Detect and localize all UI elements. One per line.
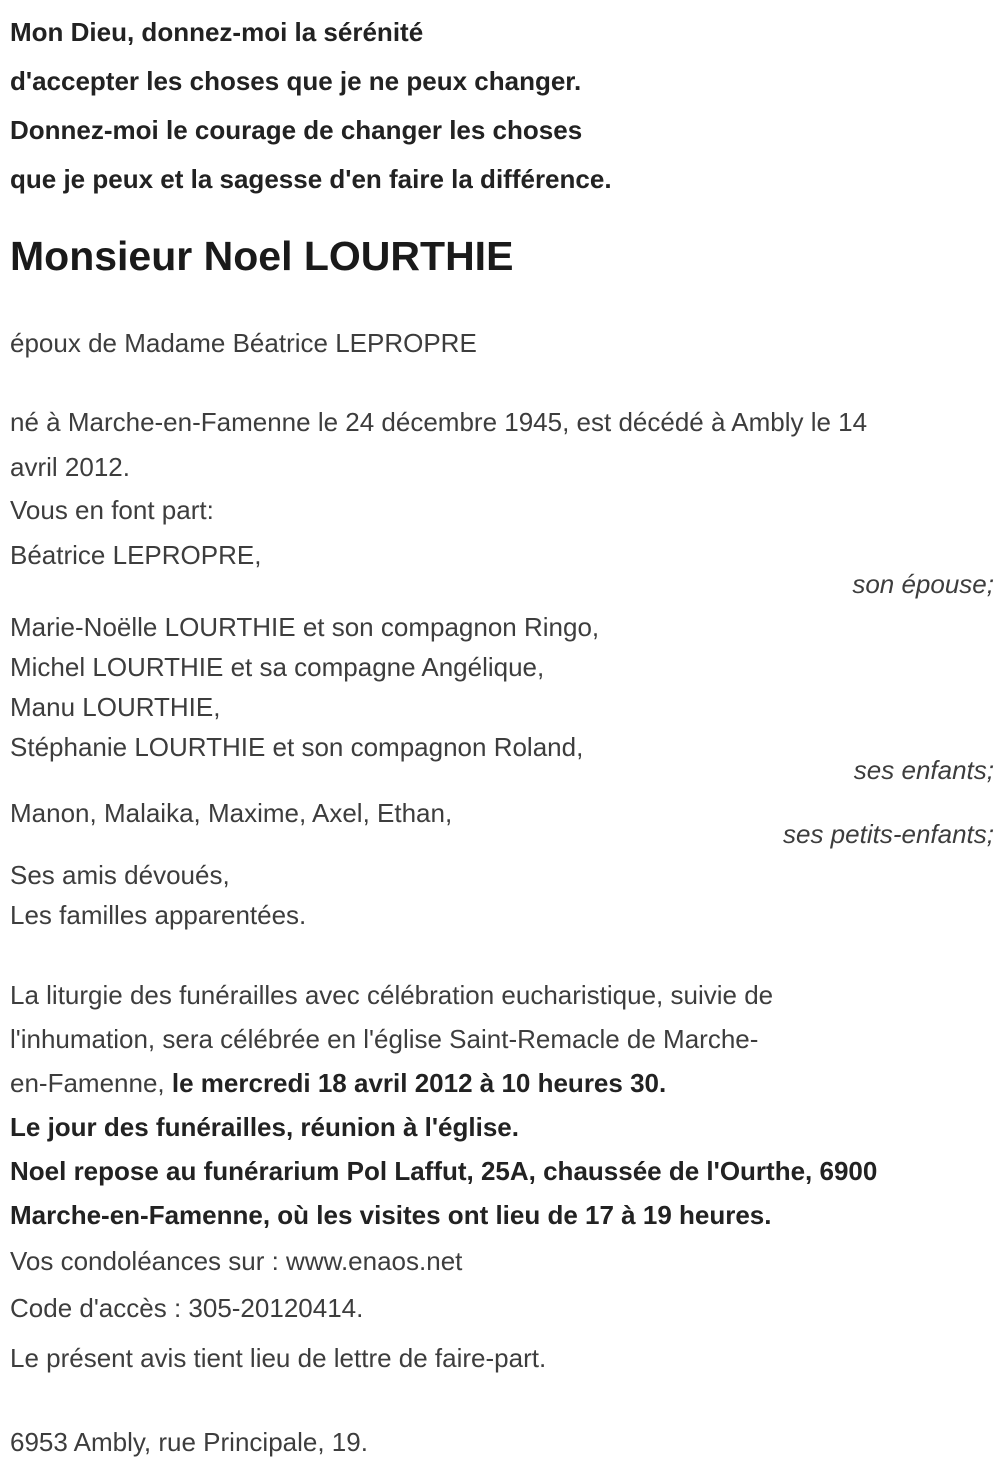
- family-member: Stéphanie LOURTHIE et son compagnon Roland,: [10, 732, 584, 762]
- deceased-relation: époux de Madame Béatrice LEPROPRE: [10, 328, 477, 358]
- prayer-line: que je peux et la sagesse d'en faire la différence.: [10, 164, 612, 194]
- deceased-life-dates: [10, 400, 994, 490]
- faire-part-notice-line: Le présent avis tient lieu de lettre de faire-part.: [10, 1343, 547, 1373]
- family-member: Béatrice LEPROPRE,: [10, 540, 262, 570]
- prayer-line: Mon Dieu, donnez-moi la sérénité: [10, 17, 424, 47]
- family-member: Les familles apparentées.: [10, 900, 307, 930]
- family-role-spouse: son épouse;: [852, 569, 994, 599]
- announcement-intro: Vous en font part:: [10, 495, 214, 525]
- funerarium-line: Noel repose au funérarium Pol Laffut, 25A, chaussée de l'Ourthe, 6900: [10, 1156, 878, 1186]
- family-member: Marie-Noëlle LOURTHIE et son compagnon Ringo,: [10, 612, 600, 642]
- life-dates-line: avril 2012.: [10, 452, 130, 482]
- liturgy-line: [10, 1061, 994, 1105]
- access-code-line: Code d'accès : 305-20120414.: [10, 1293, 364, 1323]
- condolences-website-line: Vos condoléances sur : www.enaos.net: [10, 1246, 463, 1276]
- funeral-meeting-line: Le jour des funérailles, réunion à l'église.: [10, 1112, 519, 1142]
- family-group-others: [10, 855, 994, 935]
- liturgy-line: La liturgie des funérailles avec célébration eucharistique, suivie de: [10, 980, 774, 1010]
- family-role-children: ses enfants;: [853, 755, 994, 785]
- family-member: Michel LOURTHIE et sa compagne Angélique,: [10, 652, 545, 682]
- family-group-children: [10, 607, 994, 767]
- prayer-line: Donnez-moi le courage de changer les choses: [10, 115, 583, 145]
- deceased-name-title: Monsieur Noel LOURTHIE: [10, 233, 514, 279]
- liturgy-paragraph: [10, 973, 994, 1105]
- family-role-grandchildren: ses petits-enfants;: [783, 819, 994, 849]
- liturgy-line: l'inhumation, sera célébrée en l'église Saint-Remacle de Marche-: [10, 1024, 759, 1054]
- liturgy-date-time: le mercredi 18 avril 2012 à 10 heures 30.: [171, 1068, 667, 1098]
- footer-address: 6953 Ambly, rue Principale, 19.: [10, 1427, 368, 1457]
- funerarium-paragraph: [10, 1149, 994, 1237]
- family-member: Manon, Malaika, Maxime, Axel, Ethan,: [10, 798, 453, 828]
- prayer-block: [10, 8, 994, 204]
- funerarium-line: Marche-en-Famenne, où les visites ont lieu de 17 à 19 heures.: [10, 1200, 772, 1230]
- family-member: Ses amis dévoués,: [10, 860, 230, 890]
- prayer-line: d'accepter les choses que je ne peux changer.: [10, 66, 582, 96]
- liturgy-line-normal-part: en-Famenne,: [10, 1068, 172, 1098]
- life-dates-line: né à Marche-en-Famenne le 24 décembre 1945, est décédé à Ambly le 14: [10, 407, 868, 437]
- family-member: Manu LOURTHIE,: [10, 692, 221, 722]
